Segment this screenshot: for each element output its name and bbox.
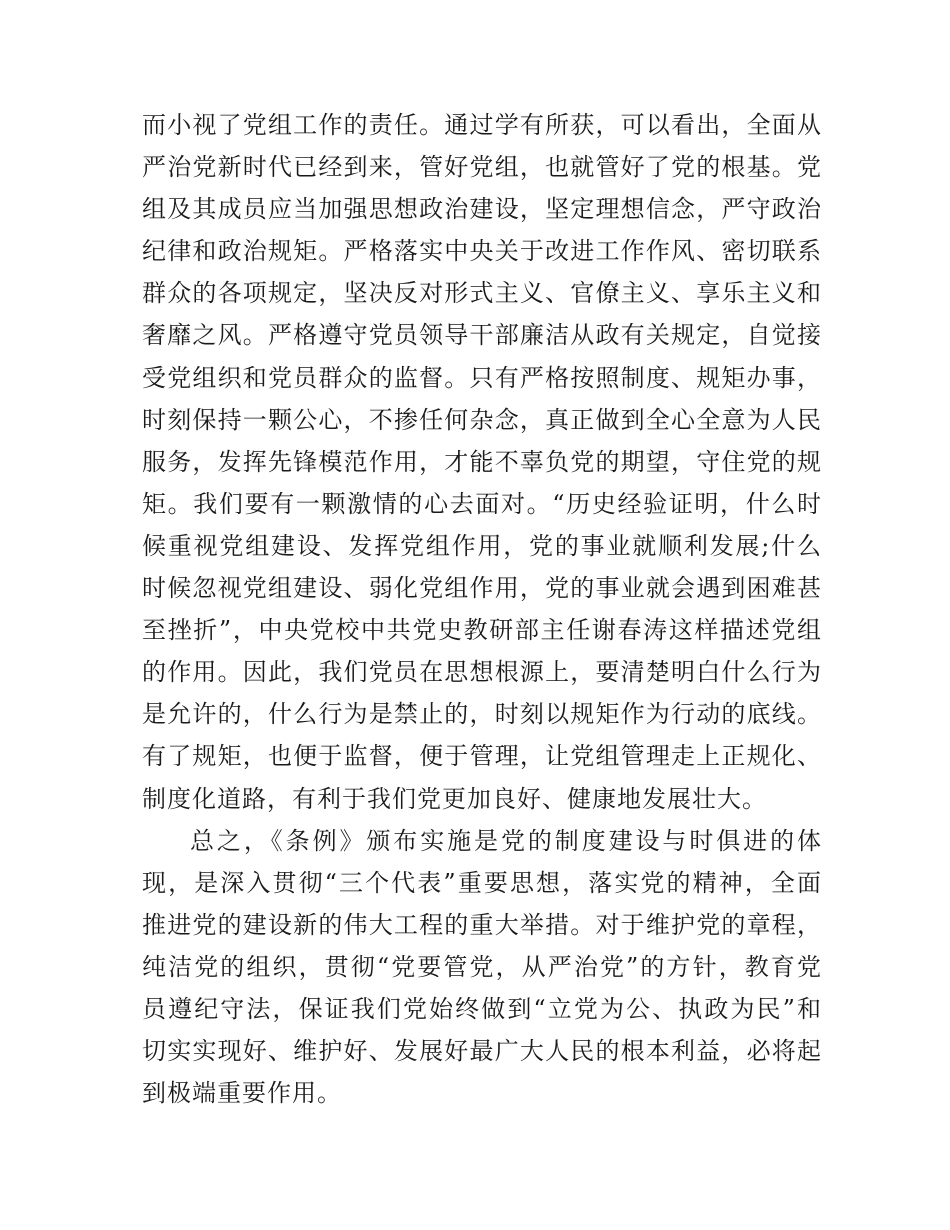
text-line: 而小视了党组工作的责任。通过学有所获，可以看出，全面从 bbox=[142, 111, 822, 139]
text-line: 群众的各项规定，坚决反对形式主义、官僚主义、享乐主义和 bbox=[142, 279, 822, 308]
text-line: 切实实现好、维护好、发展好最广大人民的根本利益，必将起 bbox=[142, 1037, 822, 1066]
paragraph-1 bbox=[142, 104, 822, 820]
text-line: 纪律和政治规矩。严格落实中央关于改进工作作风、密切联系 bbox=[142, 237, 822, 266]
text-line: 制度化道路，有利于我们党更加良好、健康地发展壮大。 bbox=[142, 784, 767, 813]
text-line: 时刻保持一颗公心，不掺任何杂念，真正做到全心全意为人民 bbox=[142, 405, 822, 434]
paragraph-2 bbox=[142, 820, 822, 1115]
text-line: 推进党的建设新的伟大工程的重大举措。对于维护党的章程， bbox=[142, 910, 822, 939]
text-line: 受党组织和党员群众的监督。只有严格按照制度、规矩办事， bbox=[142, 363, 822, 392]
text-line: 是允许的，什么行为是禁止的，时刻以规矩作为行动的底线。 bbox=[142, 700, 822, 729]
text-line: 时候忽视党组建设、弱化党组作用，党的事业就会遇到困难甚 bbox=[142, 574, 822, 603]
text-line: 奢靡之风。严格遵守党员领导干部廉洁从政有关规定，自觉接 bbox=[142, 321, 822, 350]
text-line: 有了规矩，也便于监督，便于管理，让党组管理走上正规化、 bbox=[142, 742, 822, 771]
text-line: 候重视党组建设、发挥党组作用，党的事业就顺利发展;什么 bbox=[142, 531, 822, 560]
text-line: 矩。我们要有一颗激情的心去面对。“历史经验证明，什么时 bbox=[142, 489, 822, 518]
text-line: 至挫折”，中央党校中共党史教研部主任谢春涛这样描述党组 bbox=[142, 616, 822, 645]
text-line: 严治党新时代已经到来，管好党组，也就管好了党的根基。党 bbox=[142, 153, 822, 182]
text-line: 组及其成员应当加强思想政治建设，坚定理想信念，严守政治 bbox=[142, 195, 822, 224]
text-line: 纯洁党的组织，贯彻“党要管党，从严治党”的方针，教育党 bbox=[142, 952, 822, 981]
document-body bbox=[142, 104, 822, 1114]
text-line: 到极端重要作用。 bbox=[142, 1079, 342, 1108]
text-line: 总之，《条例》颁布实施是党的制度建设与时俱进的体 bbox=[190, 826, 822, 855]
text-line: 现，是深入贯彻“三个代表”重要思想，落实党的精神，全面 bbox=[142, 868, 822, 897]
text-line: 的作用。因此，我们党员在思想根源上，要清楚明白什么行为 bbox=[142, 658, 822, 687]
text-line: 服务，发挥先锋模范作用，才能不辜负党的期望，守住党的规 bbox=[142, 447, 822, 476]
text-line: 员遵纪守法，保证我们党始终做到“立党为公、执政为民”和 bbox=[142, 994, 822, 1023]
